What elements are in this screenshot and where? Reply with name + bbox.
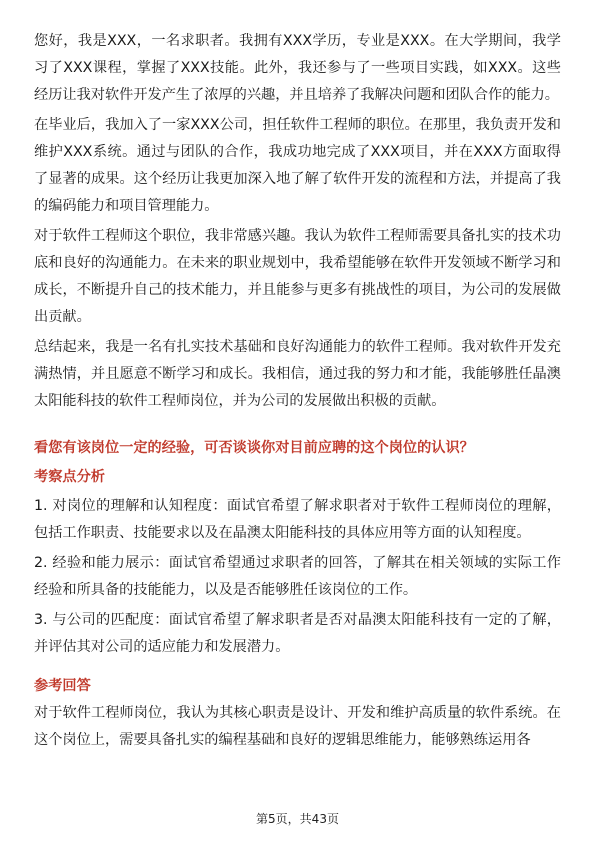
page-number: 第5页，共43页 [256,812,339,826]
answer-heading: 参考回答 [34,678,91,694]
document-body [34,28,561,757]
analysis-item-2: 2. 经验和能力展示：面试官希望通过求职者的回答，了解其在相关领域的实际工作经验和所具备的技能能力，以及是否能够胜任该岗位的工作。 [34,555,561,598]
analysis-heading: 考察点分析 [34,469,105,485]
intro-paragraph-1: 您好，我是XXX，一名求职者。我拥有XXX学历，专业是XXX。在大学期间，我学习了XXX课程，掌握了XXX技能。此外，我还参与了一些项目实践，如XXX。这些经历让我对软件开发产生了浓厚的兴趣，并且培养了我解决问题和团队合作的能力。 [34,33,561,103]
intro-paragraph-2: 在毕业后，我加入了一家XXX公司，担任软件工程师的职位。在那里，我负责开发和维护XXX系统。通过与团队的合作，我成功地完成了XXX项目，并在XXX方面取得了显著的成果。这个经历让我更加深入地了解了软件开发的流程和方法，并提高了我的编码能力和项目管理能力。 [34,117,561,214]
analysis-item-1: 1. 对岗位的理解和认知程度：面试官希望了解求职者对于软件工程师岗位的理解，包括工作职责、技能要求以及在晶澳太阳能科技的具体应用等方面的认知程度。 [34,498,561,541]
intro-paragraph-4: 总结起来，我是一名有扎实技术基础和良好沟通能力的软件工程师。我对软件开发充满热情，并且愿意不断学习和成长。我相信，通过我的努力和才能，我能够胜任晶澳太阳能科技的软件工程师岗位，并为公司的发展做出积极的贡献。 [34,339,561,409]
analysis-item-3: 3. 与公司的匹配度：面试官希望了解求职者是否对晶澳太阳能科技有一定的了解，并评估其对公司的适应能力和发展潜力。 [34,612,561,655]
interview-question: 看您有该岗位一定的经验，可否谈谈你对目前应聘的这个岗位的认识？ [34,440,474,456]
intro-paragraph-3: 对于软件工程师这个职位，我非常感兴趣。我认为软件工程师需要具备扎实的技术功底和良好的沟通能力。在未来的职业规划中，我希望能够在软件开发领域不断学习和成长，不断提升自己的技术能力，并且能参与更多有挑战性的项目，为公司的发展做出贡献。 [34,228,561,325]
answer-text: 对于软件工程师岗位，我认为其核心职责是设计、开发和维护高质量的软件系统。在这个岗位上，需要具备扎实的编程基础和良好的逻辑思维能力，能够熟练运用各 [34,705,561,748]
